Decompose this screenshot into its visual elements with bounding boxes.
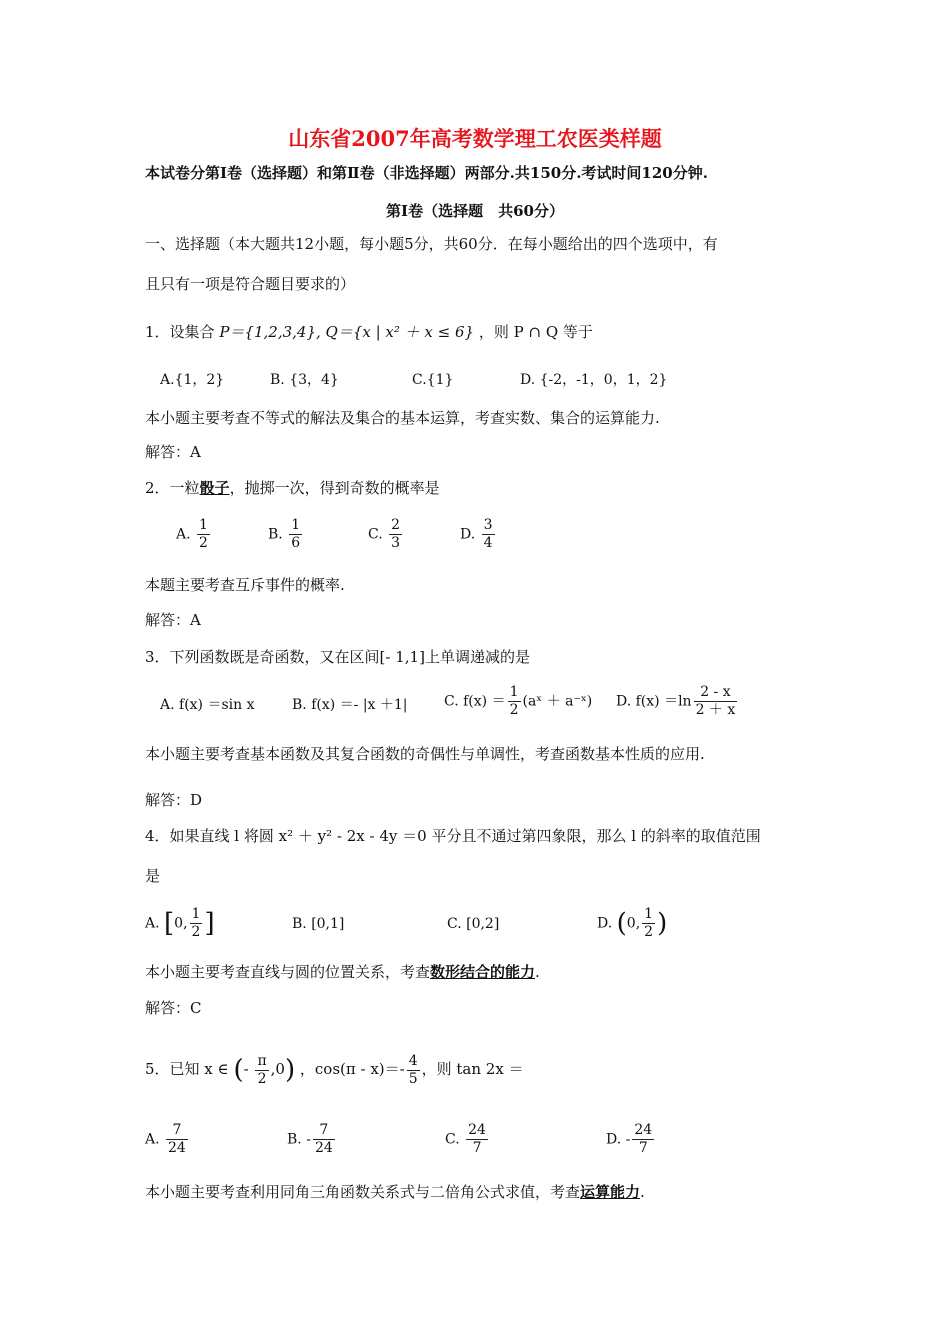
q2-note: 本题主要考查互斥事件的概率.	[145, 576, 345, 594]
q3-option-c-fraction	[508, 684, 521, 719]
q2-option-c	[368, 517, 404, 552]
q5-option-b	[287, 1122, 337, 1157]
q3-option-c-den: 2	[509, 702, 519, 718]
q2-stem-prefix: 2．一粒	[145, 479, 200, 497]
q4-option-d-label: D.	[597, 915, 613, 932]
q3-option-c-num: 1	[509, 684, 519, 700]
q5-option-b-fraction	[313, 1122, 335, 1157]
q3-stem	[145, 647, 530, 667]
section-desc-2: 且只有一项是符合题目要求的）	[145, 275, 356, 293]
q4-note	[145, 962, 540, 982]
q1-option-d: D. {-2，-1，0，1，2}	[520, 372, 668, 388]
q3-option-c-tail: (aˣ ＋ a⁻ˣ)	[522, 693, 593, 710]
page-title: 山东省2007年高考数学理工农医类样题	[288, 126, 662, 151]
q5-option-b-den: 24	[314, 1140, 333, 1156]
q2-stem	[145, 478, 440, 498]
q4-option-d-pre: 0,	[626, 915, 641, 932]
q4-note-suffix: .	[535, 963, 540, 981]
q1-option-c: C.{1}	[412, 372, 454, 388]
q5-zero: ,0	[270, 1060, 285, 1078]
q4-stem-1: 4．如果直线 l 将圆 x² ＋ y² - 2x - 4y ＝0 平分且不通过第四象限，那么 l 的斜率的取值范围	[145, 827, 761, 845]
section-title: 第Ⅰ卷（选择题 共60分）	[386, 202, 564, 220]
q5-note-prefix: 本小题主要考查利用同角三角函数关系式与二倍角公式求值，考查	[145, 1183, 581, 1201]
q5-value-num: 4	[408, 1052, 418, 1069]
q5-stem-mid: ，cos(π - x)＝-	[299, 1060, 405, 1078]
q5-option-d-den: 7	[638, 1140, 648, 1156]
q5-option-a	[145, 1122, 190, 1157]
q5-option-c-num: 24	[468, 1122, 486, 1138]
q4-answer: 解答：C	[145, 999, 202, 1017]
q3-option-d-num: 2 - x	[694, 684, 738, 702]
q4-option-a-label: A.	[145, 915, 160, 932]
q2-answer: 解答：A	[145, 611, 201, 629]
q3-option-d-label: D. f(x) ＝ln	[616, 693, 692, 710]
q5-note-suffix: .	[640, 1183, 645, 1201]
q3-option-d	[616, 684, 739, 719]
q4-option-d-bracket-open: (	[616, 908, 627, 939]
q2-option-b-num: 1	[291, 517, 301, 533]
q2-option-d-den: 4	[483, 535, 493, 551]
q3-note: 本小题主要考查基本函数及其复合函数的奇偶性与单调性，考查函数基本性质的应用.	[145, 745, 705, 763]
q4-option-d-den: 2	[644, 924, 654, 940]
q2-option-d-label: D.	[460, 526, 476, 543]
q4-option-a-pre: 0,	[174, 915, 188, 932]
section-desc-1: 一、选择题（本大题共12小题，每小题5分，共60分．在每小题给出的四个选项中，有	[145, 235, 718, 253]
q1-stem	[145, 322, 593, 342]
q3-option-b: B. f(x) ＝- |x ＋1|	[292, 697, 408, 713]
q5-pi-num: π	[257, 1052, 267, 1069]
q5-option-d-fraction	[632, 1122, 654, 1157]
q4-option-c: C. [0,2]	[447, 916, 500, 932]
q2-option-c-fraction	[389, 517, 402, 552]
q2-option-b-label: B.	[268, 526, 283, 543]
q2-option-c-num: 2	[391, 517, 401, 533]
q5-option-a-label: A.	[145, 1131, 160, 1148]
q5-option-b-sign: -	[306, 1131, 311, 1148]
q1-option-b: B. {3，4}	[270, 372, 339, 388]
q5-option-c-label: C.	[445, 1131, 460, 1148]
q5-note-underlined: 运算能力	[580, 1183, 641, 1201]
q5-option-d-sign: -	[625, 1131, 631, 1148]
q5-option-d	[606, 1122, 656, 1157]
q5-note	[145, 1182, 645, 1202]
q1-option-a: A.{1，2}	[160, 372, 225, 388]
q3-option-c	[444, 684, 592, 719]
q2-option-c-den: 3	[391, 535, 401, 551]
q4-option-a-bracket-close: ]	[204, 908, 215, 939]
q4-option-d	[597, 906, 667, 941]
q4-option-d-fraction	[642, 906, 655, 941]
q5-value-den: 5	[408, 1070, 418, 1087]
q4-stem-2: 是	[145, 867, 161, 885]
q1-stem-suffix: ，则 P ∩ Q 等于	[478, 323, 593, 341]
q2-option-d	[460, 517, 497, 552]
q3-option-d-den: 2 ＋ x	[695, 702, 736, 718]
q4-note-prefix: 本小题主要考查直线与圆的位置关系，考查	[145, 963, 431, 981]
q2-option-d-num: 3	[483, 517, 493, 533]
q5-option-c	[445, 1122, 490, 1157]
q5-stem	[145, 1047, 524, 1092]
q3-option-a: A. f(x) ＝sin x	[160, 697, 255, 713]
q5-pi-fraction	[255, 1053, 268, 1088]
q1-note: 本小题主要考查不等式的解法及集合的基本运算，考查实数、集合的运算能力.	[145, 409, 660, 427]
q3-answer: 解答：D	[145, 791, 203, 809]
q5-pi-den: 2	[257, 1070, 267, 1087]
q2-option-a-fraction	[197, 517, 210, 552]
q2-option-a-den: 2	[199, 535, 208, 551]
q2-option-a-label: A.	[176, 526, 191, 543]
q5-value-fraction	[407, 1053, 420, 1088]
q2-option-c-label: C.	[368, 526, 383, 543]
q4-option-a-fraction	[190, 906, 203, 941]
q5-option-a-den: 24	[168, 1140, 186, 1156]
q4-option-a-den: 2	[191, 924, 201, 940]
q4-option-b: B. [0,1]	[292, 916, 345, 932]
q4-option-d-num: 1	[644, 906, 654, 922]
q5-bracket-close: )	[284, 1055, 296, 1085]
q4-option-a	[145, 906, 215, 941]
q2-option-b-fraction	[289, 517, 302, 552]
q4-note-underlined: 数形结合的能力	[430, 963, 536, 981]
q2-stem-underlined: 骰子	[199, 479, 230, 497]
q5-option-c-fraction	[466, 1122, 488, 1157]
q5-stem-suffix: ，则 tan 2x ＝	[421, 1060, 524, 1078]
q5-option-b-label: B.	[287, 1131, 302, 1148]
q3-stem-interval: [- 1,1]	[379, 648, 425, 666]
q4-option-d-bracket-close: )	[657, 908, 668, 939]
q2-option-a-num: 1	[199, 517, 208, 533]
q2-stem-suffix: ，抛掷一次，得到奇数的概率是	[229, 479, 440, 497]
q5-option-d-num: 24	[634, 1122, 653, 1138]
q3-option-d-fraction	[694, 684, 738, 719]
q4-option-a-num: 1	[191, 906, 201, 922]
q5-minus: -	[243, 1060, 254, 1078]
q5-option-d-label: D.	[606, 1131, 622, 1148]
q1-answer: 解答：A	[145, 443, 201, 461]
q5-option-c-den: 7	[472, 1140, 482, 1156]
q5-stem-prefix: 5．已知 x ∈	[145, 1060, 229, 1078]
q5-option-a-num: 7	[166, 1122, 188, 1140]
q2-option-b-den: 6	[291, 535, 301, 551]
q1-stem-math: P＝{1,2,3,4}, Q＝{x | x² ＋ x ≤ 6}	[219, 323, 475, 341]
q2-option-a	[176, 517, 212, 552]
q3-option-c-label: C. f(x) ＝	[444, 693, 506, 710]
q5-bracket-open: (	[233, 1055, 244, 1085]
q2-option-b	[268, 517, 304, 552]
q5-option-b-num: 7	[313, 1122, 335, 1140]
intro-text: 本试卷分第Ⅰ卷（选择题）和第Ⅱ卷（非选择题）两部分.共150分.考试时间120分钟.	[145, 164, 708, 182]
q3-stem-suffix: 上单调递减的是	[424, 648, 530, 666]
q1-stem-prefix: 1．设集合	[145, 323, 215, 341]
q4-option-a-bracket-open: [	[164, 908, 175, 939]
q2-option-d-fraction	[482, 517, 495, 552]
q3-stem-prefix: 3．下列函数既是奇函数，又在区间	[145, 648, 380, 666]
q5-option-a-fraction	[166, 1122, 188, 1157]
